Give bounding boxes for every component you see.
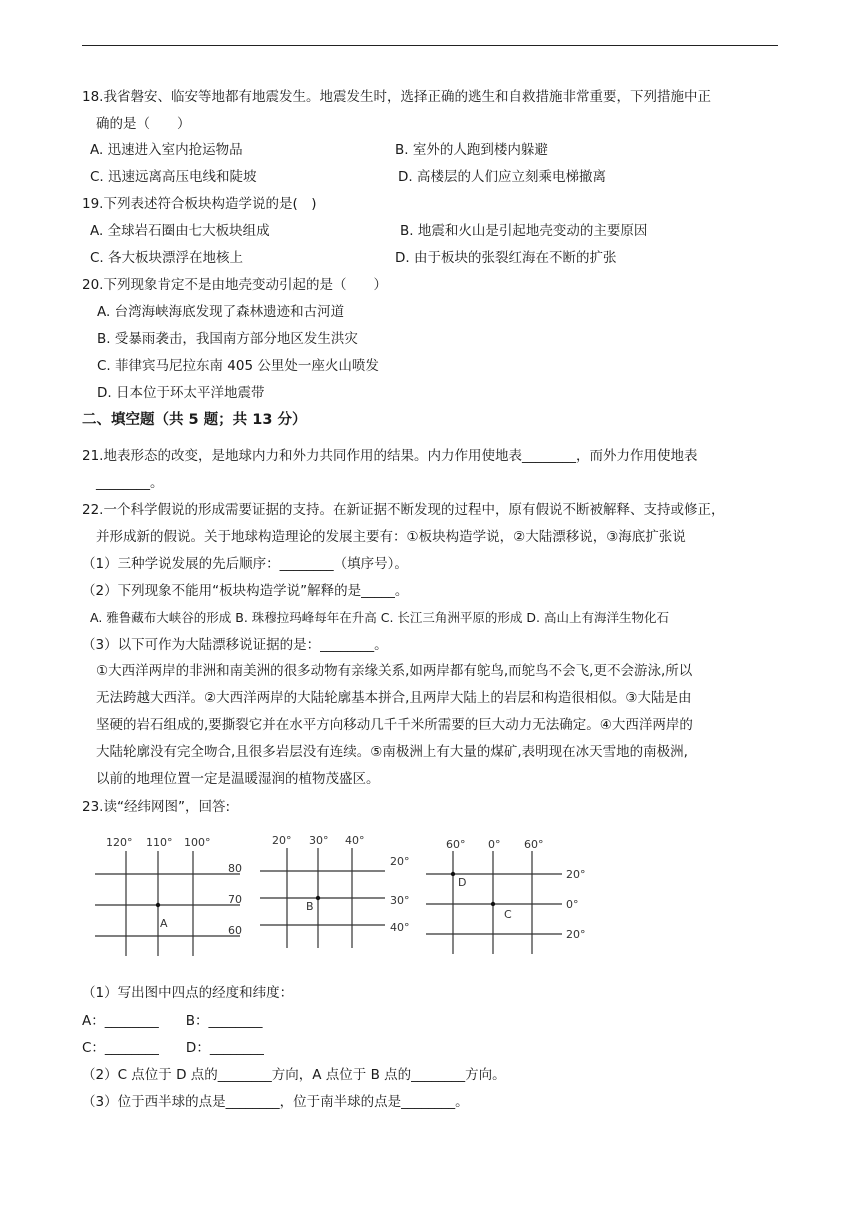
q19-option-a: A. 全球岩石圈由七大板块组成 — [90, 223, 270, 239]
grid2-lat-label: 20° — [390, 855, 410, 868]
grid3-lon-label: 60° — [446, 838, 466, 851]
section-heading: 二、填空题（共 5 题；共 13 分） — [82, 412, 307, 428]
point-c-label: C — [504, 908, 512, 921]
q20-stem: 20.下列现象肯定不是由地壳变动引起的是（ ） — [82, 277, 387, 293]
graticule-figure — [90, 826, 610, 976]
q23-sub3: （3）位于西半球的点是________，位于南半球的点是________。 — [82, 1094, 469, 1110]
q22-sub1: （1）三种学说发展的先后顺序：________（填序号）。 — [82, 556, 408, 572]
q20-option-b: B. 受暴雨袭击，我国南方部分地区发生洪灾 — [97, 331, 358, 347]
grid3-lat-label: 20° — [566, 928, 586, 941]
q18-option-b: B. 室外的人跑到楼内躲避 — [395, 142, 548, 158]
grid2-lon-label: 30° — [309, 834, 329, 847]
point-c-dot — [491, 902, 495, 906]
q18-option-a: A. 迅速进入室内抢运物品 — [90, 142, 243, 158]
grid1-lat-label: 60 — [228, 924, 242, 937]
point-a-dot — [156, 903, 160, 907]
q20-option-a: A. 台湾海峡海底发现了森林遗迹和古河道 — [97, 304, 345, 320]
q23-stem: 23.读“经纬网图”，回答: — [82, 799, 231, 815]
q20-option-d: D. 日本位于环太平洋地震带 — [97, 385, 265, 401]
grid2-lon-label: 40° — [345, 834, 365, 847]
grid1-lat-label: 80 — [228, 862, 242, 875]
grid2-lon-label: 20° — [272, 834, 292, 847]
q18-stem-line2: 确的是（ ） — [96, 116, 191, 132]
q21-line2: ________。 — [96, 475, 164, 491]
q22-sub2: （2）下列现象不能用“板块构造学说”解释的是_____。 — [82, 583, 409, 599]
point-a-label: A — [160, 917, 168, 930]
q22-line1: 22.一个科学假说的形成需要证据的支持。在新证据不断发现的过程中，原有假说不断被解释、支持或修正， — [82, 502, 725, 518]
q22-evidence-line4: 大陆轮廓没有完全吻合,且很多岩层没有连续。⑤南极洲上有大量的煤矿,表明现在冰天雪地的南极洲, — [96, 744, 688, 760]
q19-stem: 19.下列表述符合板块构造学说的是( ) — [82, 196, 317, 212]
q19-option-c: C. 各大板块漂浮在地核上 — [90, 250, 244, 266]
q23-sub2: （2）C 点位于 D 点的________方向，A 点位于 B 点的________方向。 — [82, 1067, 506, 1083]
q23-answer-ab: A：________ B：________ — [82, 1013, 263, 1029]
grid3-lon-label: 0° — [488, 838, 501, 851]
q22-evidence-line2: 无法跨越大西洋。②大西洋两岸的大陆轮廓基本拼合,且两岸大陆上的岩层和构造很相似。③大陆是由 — [96, 690, 692, 706]
q18-stem-line1: 18.我省磐安、临安等地都有地震发生。地震发生时，选择正确的逃生和自救措施非常重要，下列措施中正 — [82, 89, 711, 105]
point-b-label: B — [306, 900, 314, 913]
q22-line2: 并形成新的假说。关于地球构造理论的发展主要有：①板块构造学说，②大陆漂移说，③海底扩张说 — [96, 529, 686, 545]
q23-sub1: （1）写出图中四点的经度和纬度： — [82, 985, 294, 1001]
grid1-lon-label: 120° — [106, 836, 133, 849]
q18-option-d: D. 高楼层的人们应立刻乘电梯撤离 — [398, 169, 606, 185]
q22-evidence-line5: 以前的地理位置一定是温暖湿润的植物茂盛区。 — [96, 771, 380, 787]
q23-answer-cd: C：________ D：________ — [82, 1040, 264, 1056]
q20-option-c: C. 菲律宾马尼拉东南 405 公里处一座火山喷发 — [97, 358, 379, 374]
q22-options: A. 雅鲁藏布大峡谷的形成 B. 珠穆拉玛峰每年在升高 C. 长江三角洲平原的形成 D. 高山上有海洋生物化石 — [90, 610, 669, 625]
grid2-lat-label: 30° — [390, 894, 410, 907]
grid3-lon-label: 60° — [524, 838, 544, 851]
grid3-lat-label: 20° — [566, 868, 586, 881]
point-d-dot — [451, 872, 455, 876]
q19-option-d: D. 由于板块的张裂红海在不断的扩张 — [395, 250, 617, 266]
grid2-lat-label: 40° — [390, 921, 410, 934]
q22-sub3: （3）以下可作为大陆漂移说证据的是：________。 — [82, 637, 388, 653]
grid1-lat-label: 70 — [228, 893, 242, 906]
grid3-lat-label: 0° — [566, 898, 579, 911]
header-rule — [82, 45, 778, 46]
q22-evidence-line1: ①大西洋两岸的非洲和南美洲的很多动物有亲缘关系,如两岸都有鸵鸟,而鸵鸟不会飞,更不会游泳,所以 — [96, 663, 693, 679]
q18-option-c: C. 迅速远离高压电线和陡坡 — [90, 169, 257, 185]
grid1-lon-label: 100° — [184, 836, 211, 849]
q21-line1: 21.地表形态的改变，是地球内力和外力共同作用的结果。内力作用使地表________，而外力作用使地表 — [82, 448, 698, 464]
point-d-label: D — [458, 876, 467, 889]
grid1-lon-label: 110° — [146, 836, 173, 849]
q22-evidence-line3: 坚硬的岩石组成的,要撕裂它并在水平方向移动几千千米所需要的巨大动力无法确定。④大西洋两岸的 — [96, 717, 693, 733]
q19-option-b: B. 地震和火山是引起地壳变动的主要原因 — [400, 223, 648, 239]
point-b-dot — [316, 896, 320, 900]
